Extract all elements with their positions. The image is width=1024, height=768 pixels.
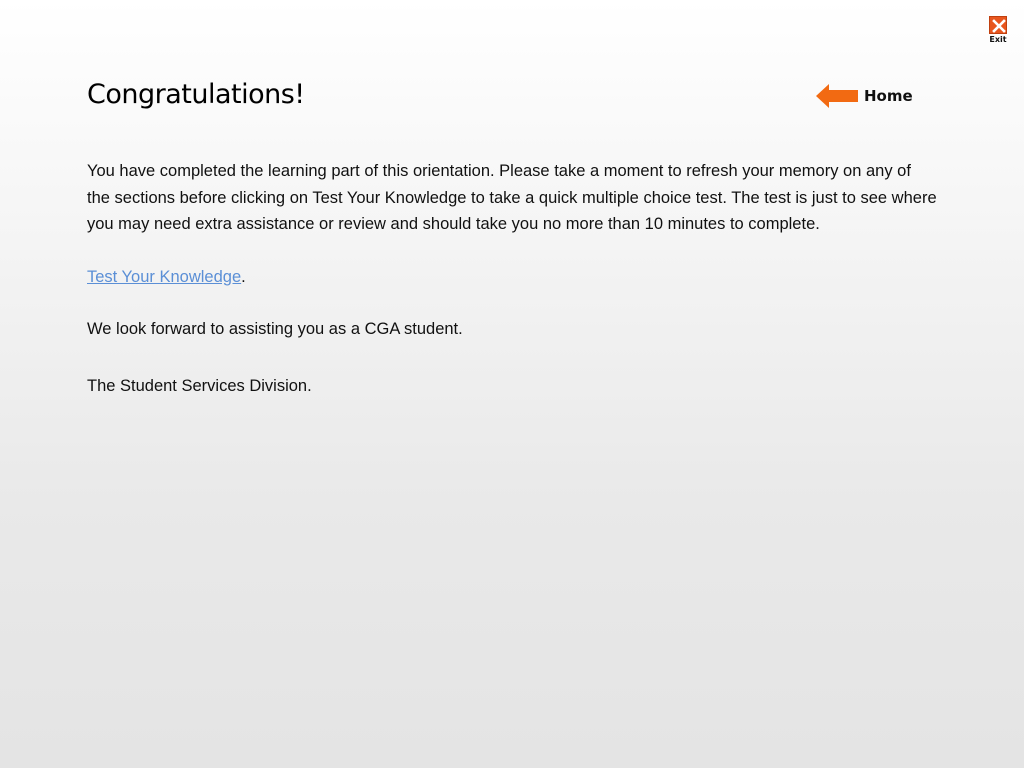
- arrow-left-icon: [815, 83, 859, 109]
- test-your-knowledge-link[interactable]: Test Your Knowledge: [87, 267, 242, 286]
- page-title: Congratulations!: [87, 79, 305, 110]
- home-label: Home: [864, 87, 913, 105]
- close-x-icon: [989, 16, 1007, 34]
- main-content: [87, 158, 937, 399]
- test-link-paragraph: [87, 264, 937, 291]
- exit-button[interactable]: [987, 16, 1009, 46]
- closing-paragraph: We look forward to assisting you as a CGA student.: [87, 320, 463, 338]
- exit-label: Exit: [989, 35, 1007, 44]
- home-button[interactable]: [815, 83, 913, 109]
- test-link-suffix: .: [241, 267, 246, 286]
- signature: The Student Services Division.: [87, 376, 312, 395]
- intro-paragraph: You have completed the learning part of this orientation. Please take a moment to refresh your memory on any of the sections before clicking on Test Your Knowledge to take a quick multiple choice test. The test is just to see where you may need extra assistance or review and should take you no more than 10 minutes to complete.: [87, 162, 937, 233]
